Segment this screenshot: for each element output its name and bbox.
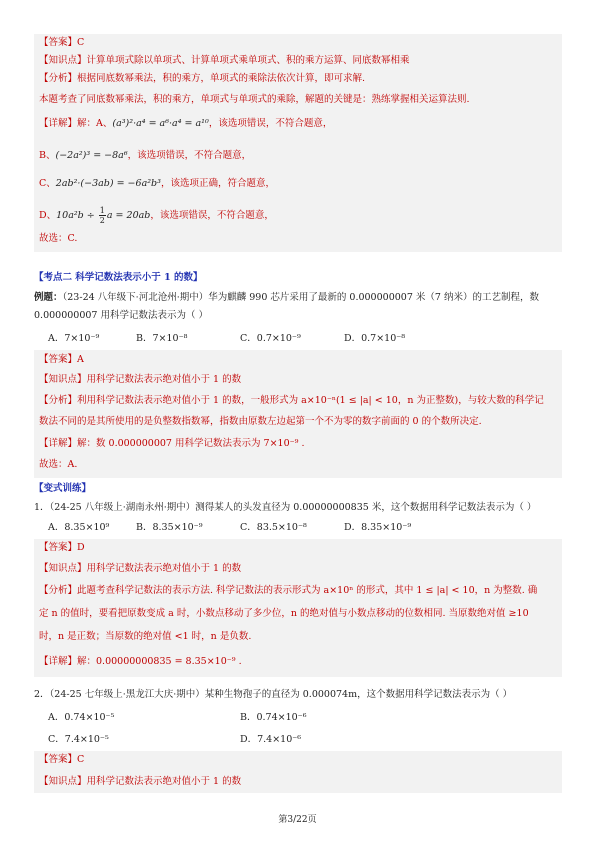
answer-box-4 xyxy=(34,751,562,793)
option-c: C．0.7×10⁻⁹ xyxy=(240,333,301,344)
example-question-continued: 0.000000007 用科学记数法表示为（ ） xyxy=(34,310,209,321)
knowledge-point: 【知识点】用科学记数法表示绝对值小于 1 的数 xyxy=(39,563,242,574)
variant-heading: 【变式训练】 xyxy=(34,483,92,494)
page-number: 第3/22页 xyxy=(278,815,317,825)
analysis-continued: 定 n 的值时，要看把原数变成 a 时，小数点移动了多少位，n 的绝对值与小数点移动的位数相同. 当原数绝对值 ≥10 xyxy=(39,608,529,619)
q2-option-b: B．0.74×10⁻⁶ xyxy=(240,712,307,723)
q1-option-d: D．8.35×10⁻⁹ xyxy=(344,522,412,533)
conclusion: 故选：C. xyxy=(39,233,78,244)
analysis-continued: 本题考查了同底数幂乘法，积的乘方，单项式与单项式的乘除，解题的关键是：熟练掌握相关运算法则. xyxy=(39,94,470,105)
detail-option-b: B、(−2a²)³ = −8a⁶，该选项错误，不符合题意， xyxy=(39,150,252,161)
answer-label: 【答案】D xyxy=(39,542,85,553)
analysis-continued-2: 时，n 是正数；当原数的绝对值 <1 时，n 是负数. xyxy=(39,631,252,642)
option-b: B．7×10⁻⁸ xyxy=(136,333,188,344)
q1-option-b: B．8.35×10⁻⁹ xyxy=(136,522,203,533)
section-heading: 【考点二 科学记数法表示小于 1 的数】 xyxy=(34,272,203,283)
q1-option-c: C．83.5×10⁻⁸ xyxy=(240,522,307,533)
answer-box-3 xyxy=(34,539,562,677)
q1-option-a: A．8.35×10⁹ xyxy=(48,522,110,533)
detail: 【详解】解：0.00000000835 = 8.35×10⁻⁹ . xyxy=(39,656,242,667)
answer-box-1 xyxy=(34,34,562,252)
answer-label: 【答案】C xyxy=(39,37,85,48)
option-d: D．0.7×10⁻⁸ xyxy=(344,333,406,344)
detail-option-c: C、2ab²·(−3ab) = −6a²b³，该选项正确，符合题意， xyxy=(39,178,275,189)
q2-option-d: D．7.4×10⁻⁶ xyxy=(240,734,302,745)
q2-option-a: A．0.74×10⁻⁵ xyxy=(48,712,115,723)
option-a: A．7×10⁻⁹ xyxy=(48,333,100,344)
answer-label: 【答案】A xyxy=(39,354,84,365)
conclusion: 故选：A. xyxy=(39,459,78,470)
analysis: 【分析】根据同底数幂乘法，积的乘方，单项式的乘除法依次计算，即可求解. xyxy=(39,73,366,84)
knowledge-point: 【知识点】用科学记数法表示绝对值小于 1 的数 xyxy=(39,776,242,787)
analysis-continued: 数法不同的是其所使用的是负整数指数幂，指数由原数左边起第一个不为零的数字前面的 0 的个数所决定. xyxy=(39,416,482,427)
variant-question-1: 1．（24-25 八年级上·湖南永州·期中）测得某人的头发直径为 0.00000000835 米，这个数据用科学记数法表示为（ ） xyxy=(34,502,537,513)
analysis: 【分析】利用科学记数法表示绝对值小于 1 的数，一般形式为 a×10⁻ⁿ(1 ≤ |a| < 10，n 为正整数)，与较大数的科学记 xyxy=(39,395,544,406)
answer-box-2 xyxy=(34,350,562,478)
knowledge-point: 【知识点】用科学记数法表示绝对值小于 1 的数 xyxy=(39,374,242,385)
detail-option-a: 【详解】解：A、(a³)²·a⁴ = a⁶·a⁴ = a¹⁰，该选项错误，不符合题意， xyxy=(39,118,333,129)
detail-option-d: D、10a²b ÷ $\frac{1}{2}$ a = 20ab，该选项错误，不符合题意， xyxy=(39,206,274,225)
variant-question-2: 2．（24-25 七年级上·黑龙江大庆·期中）某种生物孢子的直径为 0.000074m，这个数据用科学记数法表示为（ ） xyxy=(34,689,513,700)
analysis: 【分析】此题考查科学记数法的表示方法. 科学记数法的表示形式为 a×10ⁿ 的形式，其中 1 ≤ |a| < 10，n 为整数. 确 xyxy=(39,585,538,596)
detail: 【详解】解：数 0.000000007 用科学记数法表示为 7×10⁻⁹ . xyxy=(39,438,305,449)
answer-label: 【答案】C xyxy=(39,754,85,765)
fraction-one-half: $\frac{1}{2}$ xyxy=(99,206,105,225)
q2-option-c: C．7.4×10⁻⁵ xyxy=(48,734,109,745)
knowledge-point: 【知识点】计算单项式除以单项式、计算单项式乘单项式、积的乘方运算、同底数幂相乘 xyxy=(39,55,410,66)
example-question: 例题：（23-24 八年级下·河北沧州·期中）华为麒麟 990 芯片采用了最新的 0.000000007 米（7 纳米）的工艺制程，数 xyxy=(34,292,539,303)
